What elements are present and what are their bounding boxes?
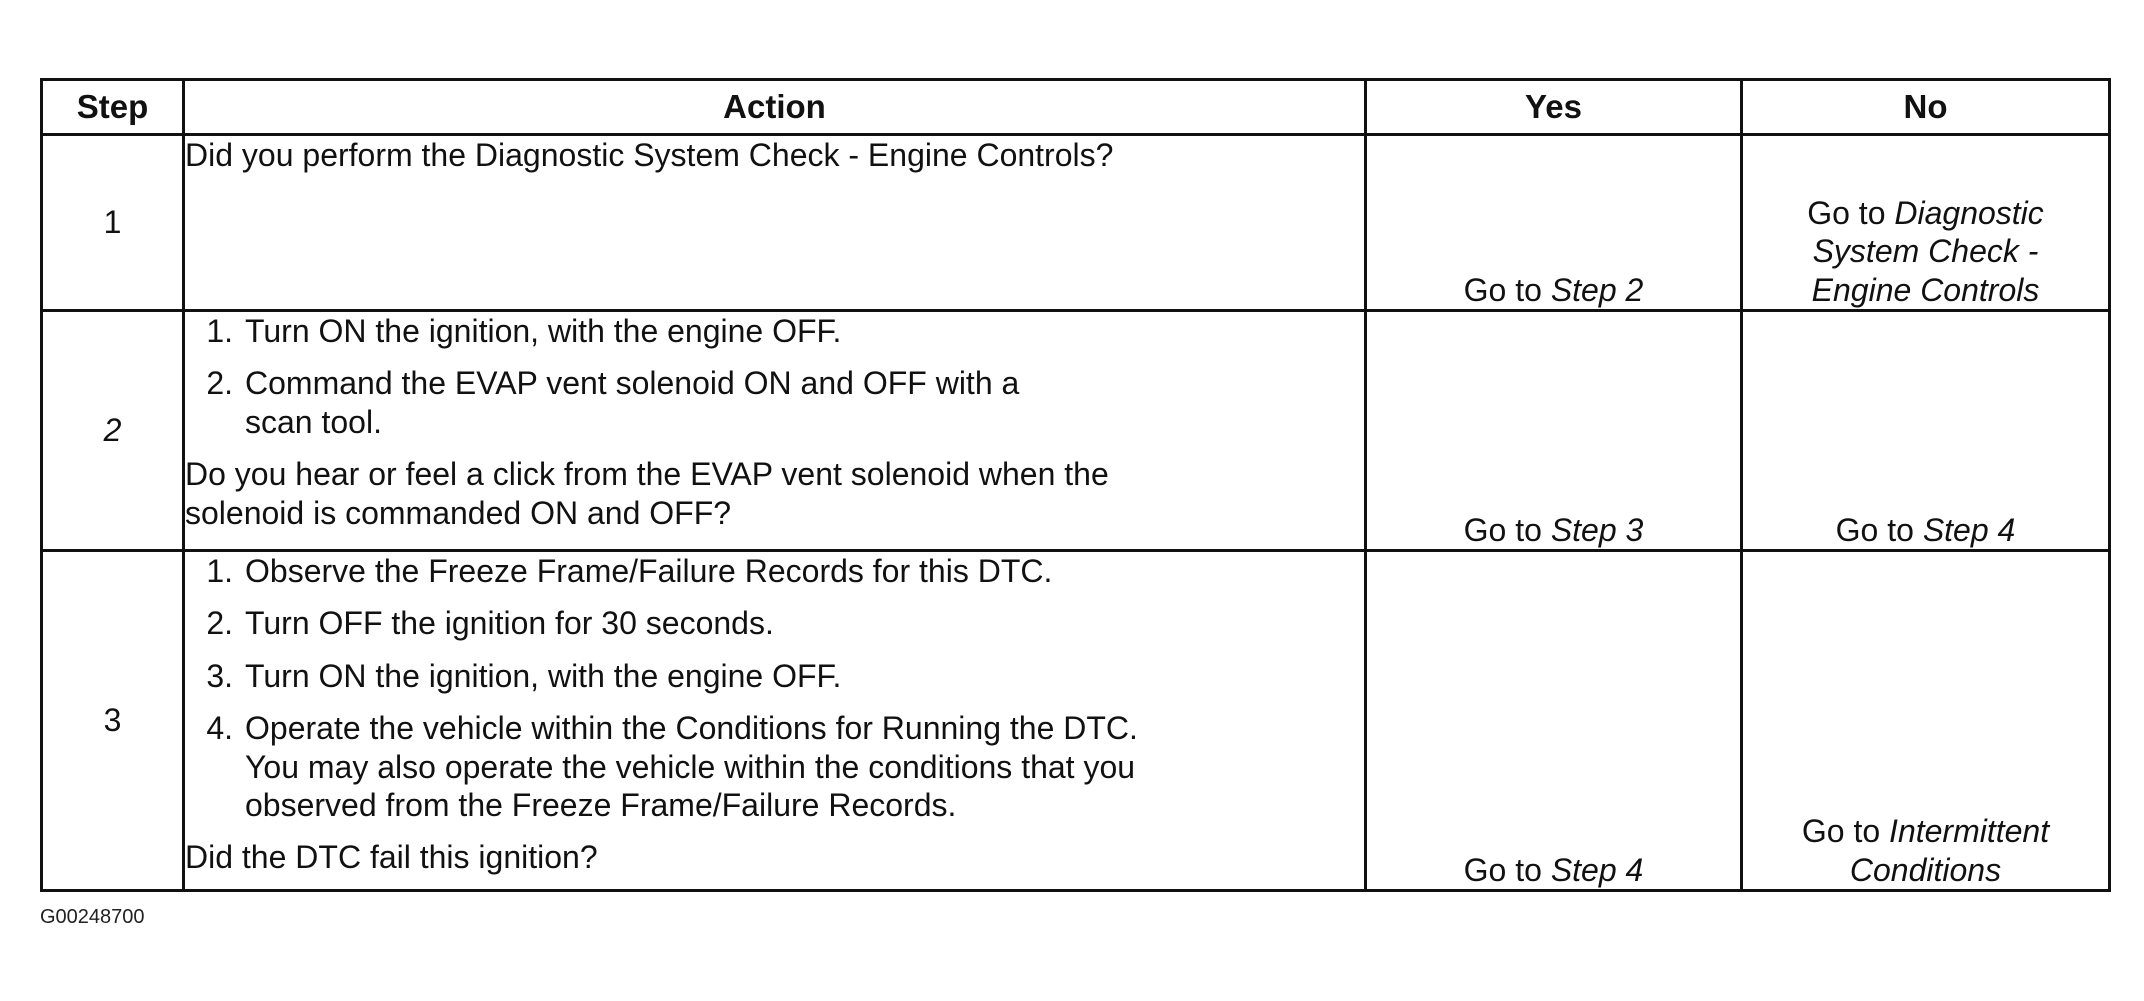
no-prefix: Go to	[1807, 194, 1895, 231]
step-number: 2	[103, 412, 122, 449]
no-cell	[1742, 135, 2110, 311]
no-target-link-line2[interactable]: Conditions	[1849, 851, 2002, 888]
action-steps-list	[185, 312, 1364, 441]
table-row	[42, 551, 2110, 891]
step-number: 1	[103, 204, 122, 241]
yes-target-link[interactable]: Step 3	[1550, 511, 1644, 548]
no-prefix: Go to	[1835, 511, 1923, 548]
action-question-line: solenoid is commanded ON and OFF?	[185, 494, 732, 531]
list-item	[185, 709, 1364, 824]
list-item-text: You may also operate the vehicle within the conditions that you	[245, 748, 1136, 785]
list-item	[185, 312, 1364, 350]
list-item-number: 1.	[206, 313, 233, 349]
yes-target-link[interactable]: Step 4	[1550, 851, 1644, 888]
list-item-number: 1.	[206, 553, 233, 589]
no-prefix: Go to	[1801, 813, 1890, 850]
list-item-text: scan tool.	[245, 403, 382, 440]
table-header-row	[42, 80, 2110, 135]
header-action: Action	[184, 80, 1366, 135]
list-item-text: observed from the Freeze Frame/Failure Records.	[245, 786, 957, 823]
header-no: No	[1742, 80, 2110, 135]
action-steps-list	[185, 552, 1364, 824]
yes-prefix: Go to	[1463, 511, 1551, 548]
header-step: Step	[42, 80, 184, 135]
action-cell	[184, 311, 1366, 551]
no-target-link-line2[interactable]: System Check -	[1812, 233, 2039, 270]
figure-code: G00248700	[40, 906, 145, 928]
list-item	[185, 657, 1364, 695]
list-item-text: Turn ON the ignition, with the engine OFF.	[245, 313, 842, 349]
action-question: Did you perform the Diagnostic System Check - Engine Controls?	[185, 137, 1114, 173]
table-row	[42, 135, 2110, 311]
list-item-text: Observe the Freeze Frame/Failure Records for this DTC.	[245, 553, 1053, 589]
list-item-number: 3.	[206, 657, 233, 694]
step-number-cell	[42, 551, 184, 891]
list-item-text: Operate the vehicle within the Conditions for Running the DTC.	[245, 710, 1138, 747]
no-cell	[1742, 551, 2110, 891]
action-question	[185, 455, 1364, 532]
step-number: 3	[103, 702, 122, 739]
no-target-link-line3[interactable]: Engine Controls	[1811, 271, 2040, 308]
step-number-cell	[42, 311, 184, 551]
no-target-link[interactable]: Intermittent	[1889, 813, 2050, 850]
list-item	[185, 552, 1364, 590]
step-number-cell	[42, 135, 184, 311]
action-question: Did the DTC fail this ignition?	[185, 839, 598, 876]
action-question-line: Do you hear or feel a click from the EVAP vent solenoid when the	[185, 456, 1109, 493]
diagnostic-table	[40, 78, 2111, 892]
list-item-number: 4.	[206, 710, 233, 747]
no-target-link[interactable]: Diagnostic	[1894, 194, 2044, 231]
list-item-number: 2.	[206, 605, 233, 642]
no-cell	[1742, 311, 2110, 551]
action-cell	[184, 551, 1366, 891]
list-item-number: 2.	[206, 365, 233, 402]
yes-target-link[interactable]: Step 2	[1550, 271, 1644, 308]
yes-cell	[1366, 551, 1742, 891]
yes-prefix: Go to	[1463, 851, 1551, 888]
list-item-text: Turn ON the ignition, with the engine OFF.	[245, 657, 842, 694]
yes-cell	[1366, 311, 1742, 551]
no-target-link[interactable]: Step 4	[1922, 511, 2016, 548]
header-yes: Yes	[1366, 80, 1742, 135]
list-item-text: Command the EVAP vent solenoid ON and OFF with a	[245, 365, 1020, 402]
yes-cell	[1366, 135, 1742, 311]
table-row	[42, 311, 2110, 551]
action-cell	[184, 135, 1366, 311]
list-item	[185, 364, 1364, 441]
yes-prefix: Go to	[1463, 271, 1551, 308]
list-item	[185, 604, 1364, 642]
list-item-text: Turn OFF the ignition for 30 seconds.	[245, 605, 774, 642]
